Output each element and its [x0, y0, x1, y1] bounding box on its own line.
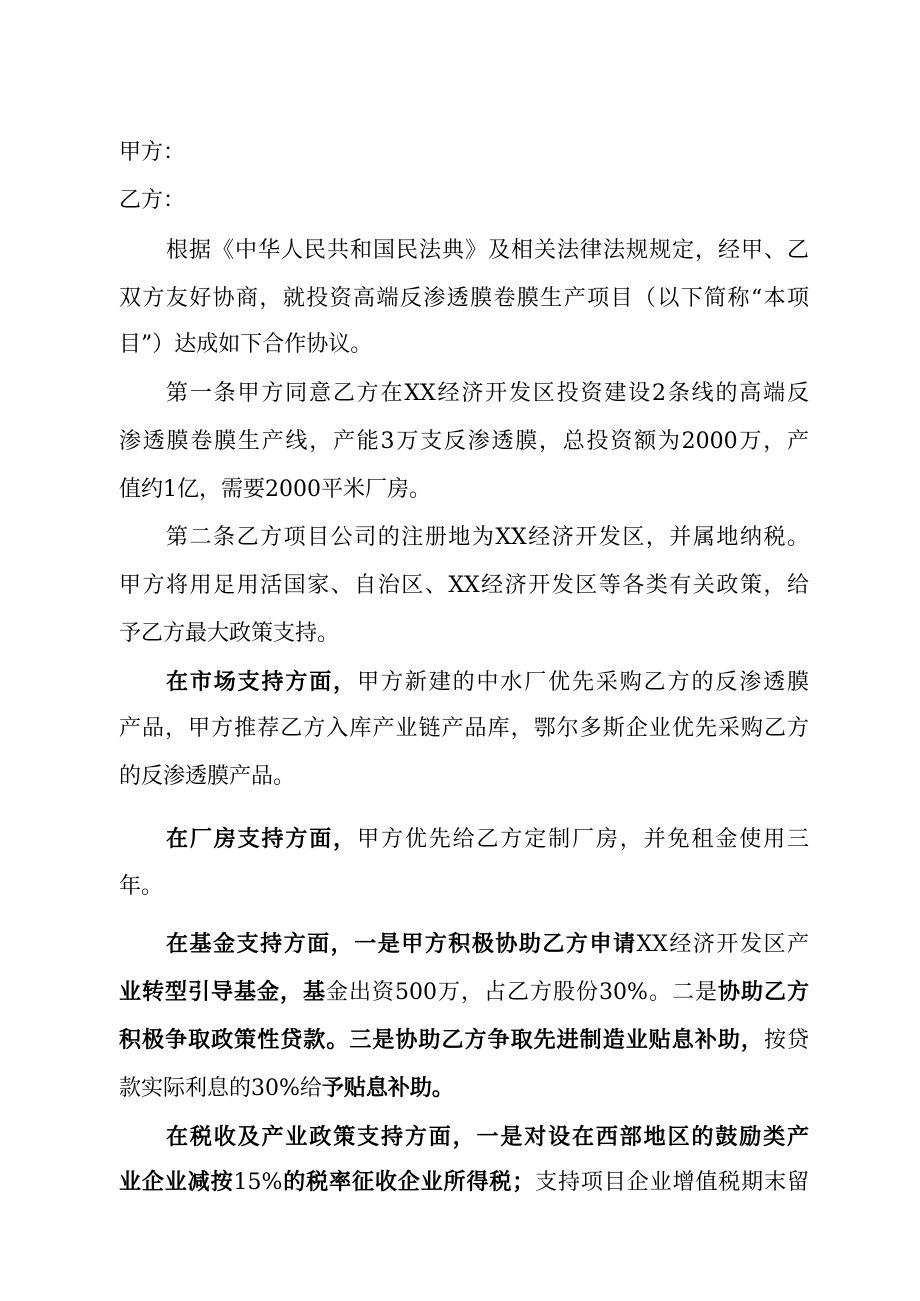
tax-support-text-b: 15% [233, 1170, 283, 1195]
fund-support-line-3 [119, 1025, 809, 1056]
factory-support-text: 甲方优先给乙方定制厂房，并免租金使用三 [357, 827, 809, 852]
factory-support-heading: 在厂房支持方面， [166, 826, 358, 852]
fund-support-bold-a: 业转型引导基金，基 [119, 979, 327, 1005]
paragraph-preamble-line-1: 根据《中华人民共和国民法典》及相关法律法规规定，经甲、乙 [166, 238, 809, 263]
fund-support-line-4 [119, 1073, 809, 1104]
party-b-label: 乙方： [119, 188, 186, 213]
fund-support-text-b: 金出资500万，占乙方股份30%。二是 [326, 980, 718, 1005]
fund-support-text-e: 按贷 [763, 1028, 809, 1053]
fund-support-bold-d: 积极争取政策性贷款。三是协助乙方争取先进制造业贴息补助， [119, 1027, 764, 1053]
fund-support-line-2 [119, 977, 809, 1008]
fund-support-text-f: 款实际利息的30%给 [119, 1076, 322, 1101]
market-support-line-2: 产品，甲方推荐乙方入库产业链产品库，鄂尔多斯企业优先采购乙方 [119, 716, 809, 741]
market-support-line-3: 的反渗透膜产品。 [119, 764, 296, 789]
tax-support-line-1: 在税收及产业政策支持方面，一是对设在西部地区的鼓励类产 [166, 1124, 809, 1150]
fund-support-bold-g: 予贴息补助。 [321, 1075, 454, 1101]
market-support-text: 甲方新建的中水厂优先采购乙方的反渗透膜 [357, 670, 809, 695]
tax-support-text-d: 支持项目企业增值税期末留 [534, 1170, 809, 1195]
article-2-line-3: 予乙方最大政策支持。 [119, 621, 340, 646]
party-a-label: 甲方： [119, 140, 186, 165]
article-1-line-2: 渗透膜卷膜生产线，产能3万支反渗透膜，总投资额为2000万，产 [119, 429, 809, 454]
fund-support-heading: 在基金支持方面，一是甲方积极协助乙方申请 [166, 931, 637, 957]
paragraph-preamble-line-3: 目”）达成如下合作协议。 [119, 332, 373, 357]
market-support-line-1 [166, 667, 809, 698]
market-support-heading: 在市场支持方面， [166, 669, 358, 695]
fund-support-bold-c: 协助乙方 [717, 979, 809, 1005]
paragraph-preamble-line-2: 双方友好协商，就投资高端反渗透膜卷膜生产项目（以下简称“本项 [119, 286, 809, 311]
article-2-line-2: 甲方将用足用活国家、自治区、XX经济开发区等各类有关政策，给 [119, 573, 809, 598]
article-2-line-1: 第二条乙方项目公司的注册地为XX经济开发区，并属地纳税。 [166, 525, 809, 550]
article-1-line-3: 值约1亿，需要2000平米厂房。 [119, 477, 431, 502]
article-1-line-1: 第一条甲方同意乙方在XX经济开发区投资建设2条线的高端反 [166, 381, 809, 406]
fund-support-line-1 [166, 929, 809, 960]
tax-support-bold-a: 业企业减按 [119, 1169, 234, 1195]
fund-support-text: XX经济开发区产 [636, 932, 809, 957]
factory-support-line-2: 年。 [119, 874, 164, 899]
factory-support-line-1 [166, 824, 809, 855]
tax-support-bold-c: 的税率征收企业所得税； [282, 1169, 535, 1195]
tax-support-line-2 [119, 1167, 809, 1198]
